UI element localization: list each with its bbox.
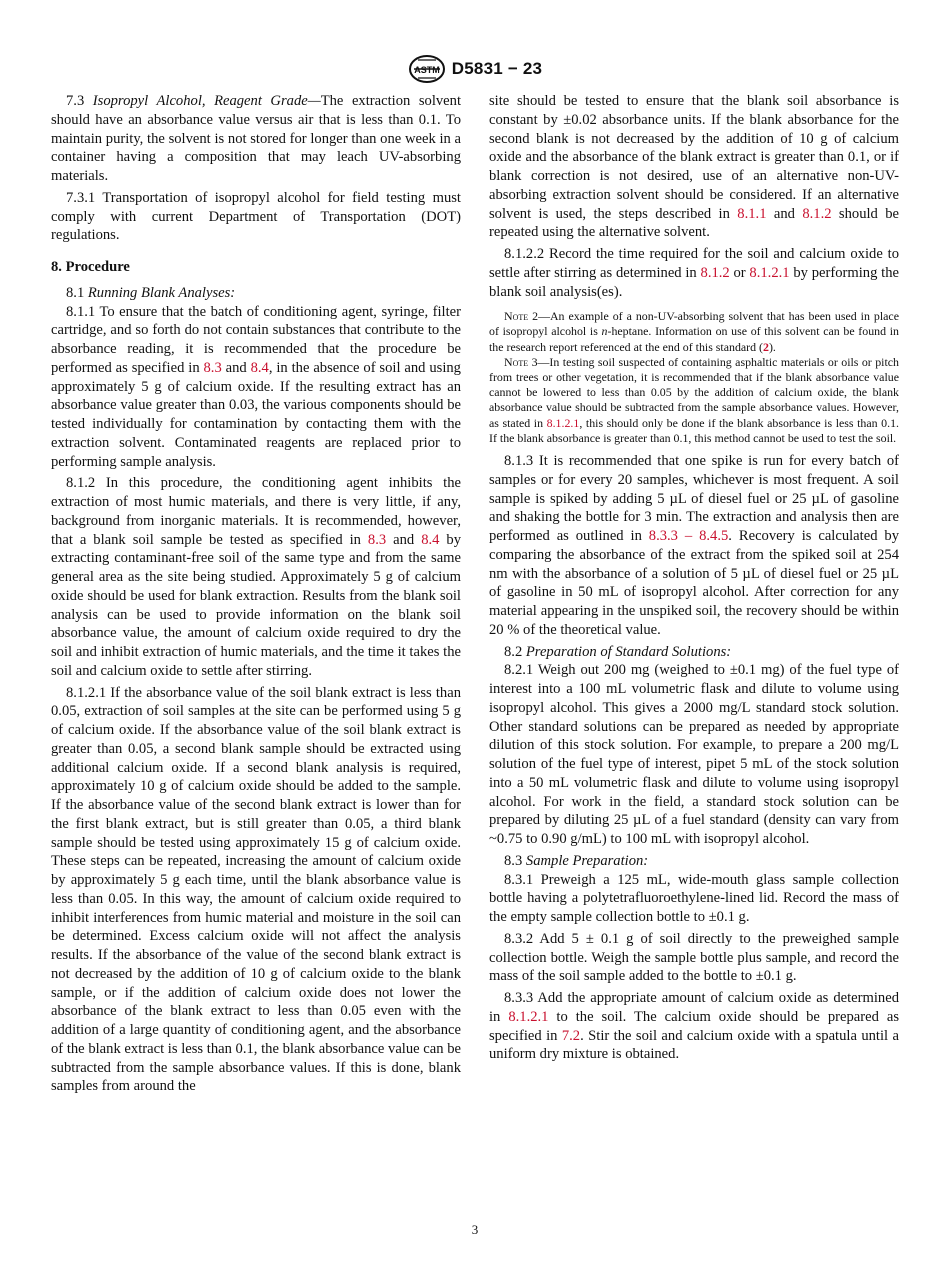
right-column — [489, 92, 899, 1064]
svg-text:ASTM: ASTM — [414, 65, 440, 75]
page-number: 3 — [471, 1222, 479, 1237]
link-8-4[interactable]: 8.4 — [421, 531, 440, 548]
paragraph-continued: site should be tested to ensure that the blank soil absorbance is constant by ±0.02 absorbance units. If the blank absorbance for the second blank is not decreased by the addition of 10 g of calcium oxide and the absorbance of the blank extract is greater than 0.1, or if blank correction is not desired, use of an alternative non-UV-absorbing extraction solvent should be considered. If an alternative solvent is used, the steps described in 8.1.1 and 8.1.2 should be repeated using the alternative solvent. — [489, 93, 900, 241]
link-8-1-2[interactable]: 8.1.2 — [802, 205, 832, 222]
note-3: Note 3—In testing soil suspected of containing asphaltic materials or oils or pitch from trees or other vegetation, it is recommended that if the blank absorbance value cannot be lowered to less than 0.05 by the addition of calcium oxide, the blank absorbance value should be subtracted from the sample absorbance values. However, as stated in 8.1.2.1, this should only be done if the blank absorbance is less than 0.1. If the blank absorbance is greater than 0.1, this method cannot be used to test the soil. — [489, 354, 899, 445]
link-8-4[interactable]: 8.4 — [250, 359, 269, 376]
paragraph-7-3: 7.3 Isopropyl Alcohol, Reagent Grade—The extraction solvent should have an absorbance value versus air that is less than 0.1. To maintain purity, the solvent is not stored for longer than one week in a container having a composition that may leach UV-absorbing materials. — [51, 93, 461, 184]
link-8-1-1[interactable]: 8.1.1 — [737, 205, 767, 222]
paragraph-8-1-2-1: 8.1.2.1 If the absorbance value of the soil blank extract is less than 0.05, extraction of soil samples at the site can be performed using 5 g of calcium oxide. If the absorbance value of the soil blank extract is greater than 0.05, a second blank sample should be extracted using additional calcium oxide. If a second blank analysis is required, approximately 10 g of calcium oxide should be added to the sample. If the absorbance value of the second blank extract is lower than for the first blank extract, but is still greater than 0.05, a third blank sample should be tested using approximately 15 g of calcium oxide. These steps can be repeated, increasing the amount of calcium oxide by approximately 5 g each time, until the blank absorbance value is less than 0.05. In this way, the amount of calcium oxide required to inhibit interferences from humic material and moisture in the soil can be determined. Excess calcium oxide will not affect the analysis results. If the absorbance of the value of the second blank extract is not decreased by the addition of 10 g of calcium oxide to the blank sample, or if the addition of calcium oxide does not lower the absorbance of the blank extract to less than 0.05 even with the addition of a large quantity of conditioning agent, and the absorbance of the blank extract is less than 0.1, the blank absorbance value can be subtracted from the sample absorbance values. If this is done, blank samples from around the — [51, 684, 461, 1095]
link-8-3-3-to-8-4-5[interactable]: 8.3.3 – 8.4.5 — [648, 528, 729, 545]
standard-designation: D5831 − 23 — [451, 59, 543, 78]
left-column — [51, 92, 461, 1096]
paragraph-8-1-2: 8.1.2 In this procedure, the conditioning agent inhibits the extraction of most humic materials, and there is very little, if any, background from inorganic materials. It is recommended, however, that a blank soil sample be tested as specified in 8.3 and 8.4 by extracting contaminant-free soil of the same type and from the same general area as the site being studied. Approximately 5 g of calcium oxide should be used for blank extraction. Results from the blank soil analysis can be used to provide information on the blank soil absorbance value, the amount of calcium oxide required to dry the soil and inhibit extraction of humic materials, and the time it takes the soil and calcium oxide to settle after stirring. — [51, 475, 462, 679]
paragraph-8-1-1: 8.1.1 To ensure that the batch of conditioning agent, syringe, filter cartridge, and so forth do not contain substances that contribute to the absorbance reading, it is recommended that the procedure be performed as specified in 8.3 and 8.4, in the absence of soil and using approximately 5 g of calcium oxide. If the resulting extract has an absorbance value greater than 0.03, the various components should be tested individually for contamination by contacting them with the extraction solvent. Contaminated reagents are replaced prior to performing sample analysis. — [51, 303, 461, 470]
section-heading-procedure: 8. Procedure — [51, 259, 130, 275]
paragraph-8-3-2: 8.3.2 Add 5 ± 0.1 g of soil directly to the preweighed sample collection bottle. Weigh the sample bottle plus sample, and record the mass of the soil sample added to the bottle to ±0.1 g. — [489, 930, 899, 985]
link-8-3[interactable]: 8.3 — [203, 359, 222, 376]
link-7-2[interactable]: 7.2 — [561, 1027, 581, 1044]
paragraph-8-3-3: 8.3.3 Add the appropriate amount of calcium oxide as determined in 8.1.2.1 to the soil. The calcium oxide should be prepared as specified in 7.2. Stir the soil and calcium oxide with a spatula until a uniform dry mixture is obtained. — [489, 990, 899, 1063]
link-8-1-2[interactable]: 8.1.2 — [700, 264, 730, 281]
page-header — [0, 52, 950, 86]
paragraph-8-3-1: 8.3.1 Preweigh a 125 mL, wide-mouth glass sample collection bottle having a polytetrafluoroethylene-lined lid. Record the mass of the empty sample collection bottle to ±0.1 g. — [489, 871, 899, 926]
paragraph-8-2-1: 8.2.1 Weigh out 200 mg (weighed to ±0.1 mg) of the fuel type of interest into a 100 mL volumetric flask and dilute to volume using isopropyl alcohol. This gives a 2000 mg/L standard stock solution. Other standard solutions can be prepared as needed by appropriate dilution of this stock solution. For example, to prepare a 200 mg/L solution of the fuel type of interest, pipet 5 mL of the stock solution into a 50 mL volumetric flask and dilute to volume using isopropyl alcohol. For work in the field, a standard stock solution can be prepared by diluting 25 µL of a fuel standard (density can vary from ~0.75 to 0.90 g/mL) to 100 mL with isopropyl alcohol. — [489, 662, 899, 848]
reference-link-2[interactable]: 2 — [763, 339, 769, 354]
note-2: Note 2—An example of a non-UV-absorbing solvent that has been used in place of isopropyl alcohol is n-heptane. Information on use of this solvent can be found in the research report referenced at the end of this standard (2). — [489, 309, 899, 354]
paragraph-8-1-2-2: 8.1.2.2 Record the time required for the soil and calcium oxide to settle after stirring as determined in 8.1.2 or 8.1.2.1 by performing the blank soil analysis(es). — [489, 246, 899, 300]
paragraph-8-3: 8.3 Sample Preparation: — [504, 852, 649, 869]
astm-logo-icon — [408, 54, 446, 84]
paragraph-7-3-1: 7.3.1 Transportation of isopropyl alcohol for field testing must comply with current Department of Transportation (DOT) regulations. — [51, 189, 461, 244]
link-8-1-2-1[interactable]: 8.1.2.1 — [749, 264, 790, 281]
link-8-1-2-1[interactable]: 8.1.2.1 — [508, 1008, 549, 1025]
paragraph-8-1-3: 8.1.3 It is recommended that one spike is run for every batch of samples or for every 20 samples, whichever is most frequent. A soil sample is spiked by adding 5 µL of diesel fuel or 25 µL of gasoline and shaking the bottle for 3 min. The extraction and analysis then are performed as outlined in 8.3.3 – 8.4.5. Recovery is calculated by comparing the absorbance of the extract from the spiked soil at 254 nm with the absorbance of a solution of 5 µL of diesel fuel or 25 µL of gasoline in 50 mL of isopropyl alcohol. After correction for any material appearing in the unspiked soil, the recovery should be within 20 % of the theoretical value. — [489, 453, 899, 638]
link-8-3[interactable]: 8.3 — [367, 531, 387, 548]
paragraph-8-2: 8.2 Preparation of Standard Solutions: — [504, 643, 732, 660]
link-8-1-2-1[interactable]: 8.1.2.1 — [546, 415, 580, 430]
paragraph-8-1: 8.1 Running Blank Analyses: — [66, 284, 236, 301]
